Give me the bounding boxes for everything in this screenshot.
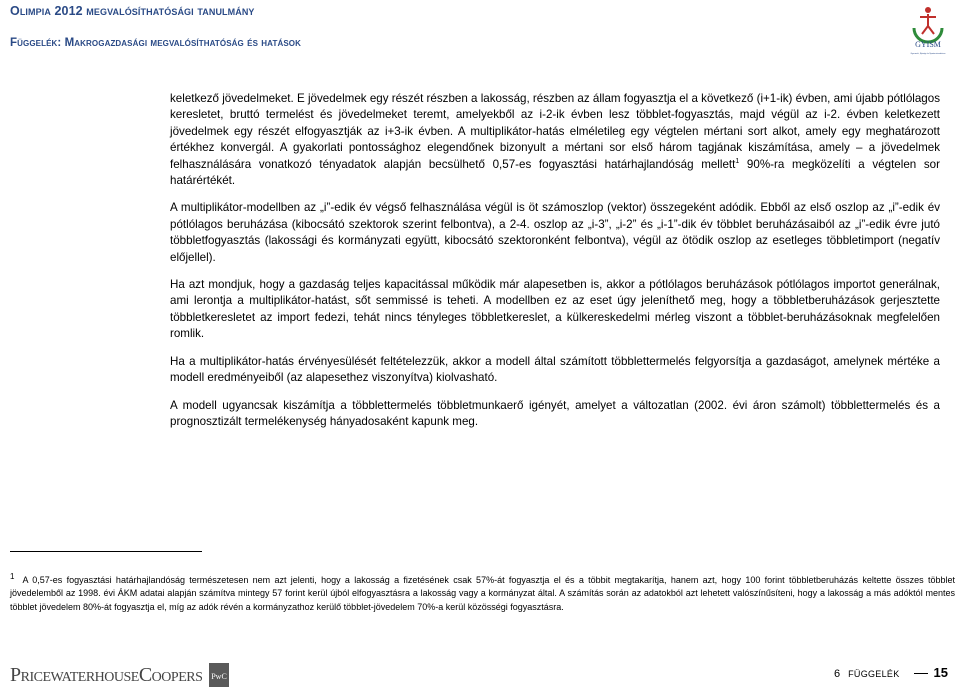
document-title: Olimpia 2012 megvalósíthatósági tanulmány [10, 4, 255, 18]
paragraph-1 [170, 91, 940, 189]
footnote-separator [10, 551, 202, 552]
logo-text: GYISM [915, 40, 941, 49]
logo-head [925, 7, 931, 13]
gyism-logo [908, 2, 948, 58]
footnote [10, 574, 955, 614]
page-dash [914, 673, 928, 674]
logo-figure [920, 14, 936, 34]
pwc-emblem-text: PwC [211, 672, 228, 681]
pwc-wordmark: PricewaterhouseCoopers [10, 663, 203, 686]
page-header [10, 0, 950, 62]
pwc-emblem-icon [208, 662, 230, 688]
footnote-text: A 0,57-es fogyasztási határhajlandóság természetesen nem azt jelenti, hogy a lakosság a fizetésének csak 57%-át fogyasztja el és a többit megtakarítja, hanem azt, hogy 100 forint többletberuházás keltette összes többlet jövedelemből az 1998. évi ÁKM adatai alapján számítva mintegy 57 forint kerül újból elfogyasztásra a lakosság vagy a kormányzat által. A számítás során az adatokból azt lehetett valószínűsíteni, hogy a lakosság a más adóktól mentes többlet jövedelem 80%-át fogyasztja el, míg az adók révén a kormányzathoz kerülő többlet-jövedelem 70%-a kerül közösségi fogyasztásra. [10, 575, 955, 612]
paragraph-2: A multiplikátor-modellben az „i”-edik év végső felhasználása végül is öt számoszlop (vektor) összegeként adódik. Ebből az első oszlop az „i”-edik év pótlólagos beruházása (kibocsátó szektorok szerint felbontva), a 2-4. oszlop az „i-3”, „i-2” és „i-1”-dik év többlet beruházásaiból az „i”-edik évre jutó többletfogyasztás (lakossági és kormányzati együtt, kibocsátó szektoronként felbontva), végül az ötödik oszlop az esetleges többletimport (negatív előjellel). [170, 201, 940, 264]
paragraph-4: Ha a multiplikátor-hatás érvényesülését feltételezzük, akkor a modell által számított többlettermelés felgyorsítja a gazdaságot, amelynek mértéke a modell eredményeiből (az alapesethez viszonyítva) kiolvasható. [170, 354, 940, 385]
chapter-number: 6 [833, 668, 841, 680]
paragraph-5: A modell ugyancsak kiszámítja a többlettermelés többletmunkaerő igényét, amelyet a változatlan (2002. évi áron számolt) többlettermelés és a prognosztizált termelékenység hányadosaként kapunk meg. [170, 398, 940, 428]
paragraph-1-text: keletkező jövedelmeket. E jövedelmek egy részét részben a lakosság, részben az állam fogyasztja el a következő (i+1-ik) évben, ami újabb pótlólagos keresletet, bruttó termelést és jövedelmeket teremt, amelyekből az i-2-ik évben lesz többlet-fogyasztás, majd végül az i-2. évben keletkezett jövedelmek egy részét elfogyasztják az i+3-ik évben. A multiplikátor-hatás elméletileg egy végtelen mértani sort alkot, amely egy meghatározott értékhez konvergál. A gyakorlati pontossághoz elegendőnek bizonyult a mértani sor első három tagjának kiszámítása, amely – a jövedelmek felhasználására vonatkozó tényadatok alapján becsülhető 0,57-es fogyasztási határhajlandóság mellett [170, 92, 940, 171]
document-subtitle: Függelék: Makrogazdasági megvalósíthatóság és hatások [10, 37, 301, 49]
chapter-label: FÜGGELÉK [848, 669, 900, 679]
page-footer [834, 665, 948, 680]
page-number: 15 [933, 665, 948, 680]
footnote-reference[interactable]: 1 [735, 157, 740, 165]
paragraph-3: Ha azt mondjuk, hogy a gazdaság teljes kapacitással működik már alapesetben is, akkor a pótlólagos beruházások pótlólagos importot generálnak, ami lerontja a multiplikátor-hatást, sőt semmissé is teheti. A modellben ez az eset úgy jeleníthető meg, hogy a többletberuházások gerjesztette többletkeresletet az import fedezi, tehát nincs tényleges többletkereslet, a külkereskedelmi mérleg viszont a többlet-beruházásoknak megfelelően romlik. [170, 278, 940, 341]
pwc-logo [10, 660, 230, 690]
main-body [170, 91, 940, 441]
paragraph-1-text-end: 90%-ra megközelíti a végtelen sor határértékét. [170, 157, 940, 188]
footnote-number: 1 [10, 572, 15, 581]
logo-caption: Gyermek, Ifjúsági és Sportminisztérium [910, 53, 946, 55]
